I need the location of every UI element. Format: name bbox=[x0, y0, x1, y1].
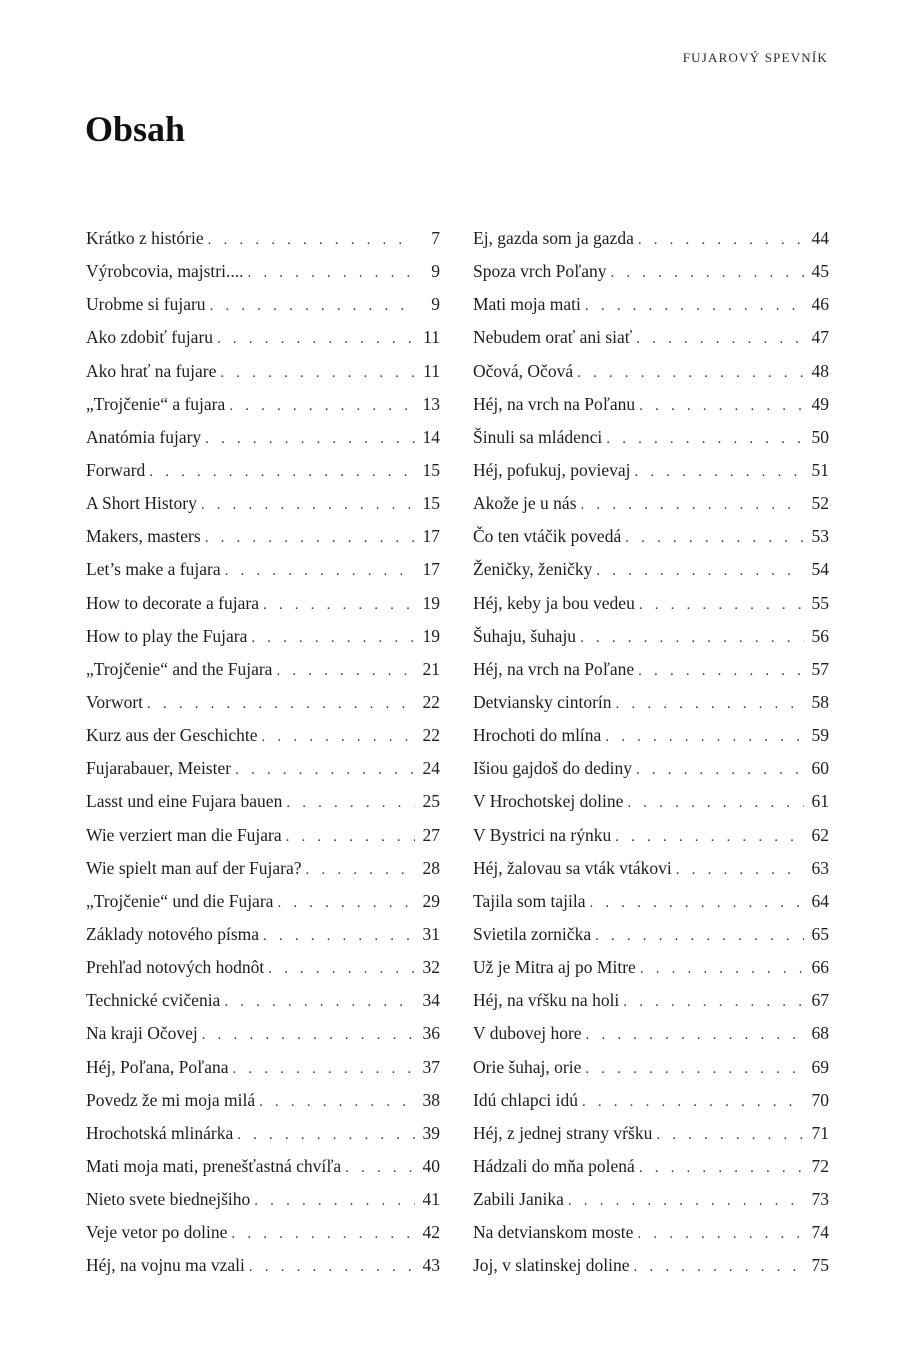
toc-entry bbox=[473, 719, 829, 752]
toc-entry-page-number: 54 bbox=[811, 559, 829, 580]
toc-dot-leader bbox=[259, 1086, 415, 1119]
toc-entry-page-number: 72 bbox=[811, 1155, 829, 1176]
toc-entry-title: Mati moja mati, prenešťastná chvíľa bbox=[86, 1155, 342, 1176]
toc-dot-leader bbox=[590, 887, 805, 920]
toc-entry bbox=[86, 587, 440, 620]
toc-entry-page-number: 13 bbox=[422, 393, 440, 414]
toc-dot-leader bbox=[251, 622, 415, 655]
toc-entry-page-number: 60 bbox=[811, 758, 829, 779]
toc-dot-leader bbox=[627, 787, 804, 820]
toc-entry-page-number: 19 bbox=[422, 625, 440, 646]
toc-entry-page-number: 52 bbox=[811, 493, 829, 514]
toc-entry-page-number: 42 bbox=[422, 1222, 440, 1243]
toc-dot-leader bbox=[210, 290, 415, 323]
toc-entry-page-number: 73 bbox=[811, 1189, 829, 1210]
toc-entry-title: Anatómia fujary bbox=[86, 426, 202, 447]
toc-entry bbox=[473, 653, 829, 686]
toc-dot-leader bbox=[225, 555, 415, 588]
toc-entry-title: Šuhaju, šuhaju bbox=[473, 625, 577, 646]
toc-entry-page-number: 32 bbox=[422, 957, 440, 978]
toc-entry bbox=[473, 288, 829, 321]
page-title: Obsah bbox=[85, 109, 186, 149]
toc-entry-title: V Hrochotskej doline bbox=[473, 791, 624, 812]
toc-dot-leader bbox=[639, 589, 804, 622]
toc-entry-page-number: 31 bbox=[422, 923, 440, 944]
toc-entry-page-number: 66 bbox=[811, 957, 829, 978]
toc-entry-page-number: 44 bbox=[811, 228, 829, 248]
toc-entry-page-number: 36 bbox=[422, 1023, 440, 1044]
toc-dot-leader bbox=[582, 1086, 804, 1119]
toc-dot-leader bbox=[606, 423, 804, 456]
toc-entry-title: Čo ten vtáčik povedá bbox=[473, 526, 622, 547]
toc-entry-title: Héj, z jednej strany vŕšku bbox=[473, 1122, 653, 1143]
toc-entry-page-number: 53 bbox=[811, 526, 829, 547]
toc-entry-page-number: 63 bbox=[811, 857, 829, 878]
toc-entry bbox=[86, 719, 440, 752]
toc-entry bbox=[473, 454, 829, 487]
toc-entry-title: Orie šuhaj, orie bbox=[473, 1056, 582, 1077]
toc-entry-page-number: 15 bbox=[422, 459, 440, 480]
toc-entry-title: Fujarabauer, Meister bbox=[86, 758, 232, 779]
toc-entry-page-number: 67 bbox=[811, 990, 829, 1011]
toc-entry-title: Héj, na vojnu ma vzali bbox=[86, 1255, 245, 1276]
toc-entry-page-number: 69 bbox=[811, 1056, 829, 1077]
toc-entry-title: Mati moja mati bbox=[473, 294, 581, 315]
toc-entry-title: Héj, na vrch na Poľanu bbox=[473, 393, 636, 414]
toc-dot-leader bbox=[638, 655, 804, 688]
toc-entry bbox=[473, 255, 829, 288]
toc-entry bbox=[473, 1150, 829, 1183]
toc-entry bbox=[473, 222, 829, 255]
toc-entry bbox=[86, 1017, 440, 1050]
toc-entry-page-number: 25 bbox=[422, 791, 440, 812]
toc-dot-leader bbox=[568, 1185, 804, 1218]
toc-entry-title: Ako zdobiť fujaru bbox=[86, 327, 214, 348]
toc-entry-title: Héj, žalovau sa vták vtákovi bbox=[473, 857, 672, 878]
toc-entry-title: Tajila som tajila bbox=[473, 890, 586, 911]
toc-entry-page-number: 70 bbox=[811, 1089, 829, 1110]
toc-entry-page-number: 74 bbox=[811, 1222, 829, 1243]
toc-dot-leader bbox=[581, 489, 804, 522]
toc-entry-title: Hrochoti do mlína bbox=[473, 725, 602, 746]
toc-entry bbox=[86, 487, 440, 520]
toc-entry bbox=[86, 785, 440, 818]
toc-dot-leader bbox=[586, 1019, 804, 1052]
toc-entry bbox=[86, 1216, 440, 1249]
toc-entry bbox=[473, 1051, 829, 1084]
toc-entry-title: Povedz že mi moja milá bbox=[86, 1089, 256, 1110]
toc-entry-title: Už je Mitra aj po Mitre bbox=[473, 957, 636, 978]
toc-entry-page-number: 51 bbox=[811, 459, 829, 480]
toc-entry-title: How to decorate a fujara bbox=[86, 592, 259, 613]
toc-entry-page-number: 56 bbox=[811, 625, 829, 646]
toc-left-column bbox=[86, 222, 440, 1283]
toc-entry-title: Akože je u nás bbox=[473, 493, 577, 514]
toc-entry-page-number: 45 bbox=[811, 261, 829, 282]
toc-entry-title: Nebudem orať ani siať bbox=[473, 327, 633, 348]
toc-entry bbox=[86, 620, 440, 653]
toc-entry-page-number: 19 bbox=[422, 592, 440, 613]
toc-dot-leader bbox=[625, 522, 804, 555]
toc-dot-leader bbox=[638, 224, 804, 257]
toc-entry bbox=[86, 520, 440, 553]
toc-entry-title: Svietila zornička bbox=[473, 923, 592, 944]
toc-entry-page-number: 22 bbox=[422, 691, 440, 712]
toc-dot-leader bbox=[224, 986, 415, 1019]
toc-entry bbox=[86, 553, 440, 586]
toc-dot-leader bbox=[205, 423, 415, 456]
running-head: FUJAROVÝ SPEVNÍK bbox=[682, 50, 828, 65]
toc-dot-leader bbox=[220, 357, 415, 390]
toc-entry-title: Joj, v slatinskej doline bbox=[473, 1255, 630, 1276]
toc-entry-page-number: 57 bbox=[811, 658, 829, 679]
toc-dot-leader bbox=[634, 1251, 804, 1284]
toc-entry-page-number: 9 bbox=[431, 261, 440, 282]
toc-entry bbox=[473, 951, 829, 984]
toc-entry bbox=[473, 520, 829, 553]
toc-entry bbox=[86, 1084, 440, 1117]
toc-entry-page-number: 49 bbox=[811, 393, 829, 414]
toc-entry-title: Ako hrať na fujare bbox=[86, 360, 217, 381]
toc-dot-leader bbox=[262, 721, 415, 754]
toc-entry bbox=[473, 918, 829, 951]
toc-entry bbox=[473, 686, 829, 719]
toc-dot-leader bbox=[286, 787, 415, 820]
toc-entry-title: Lasst und eine Fujara bauen bbox=[86, 791, 283, 812]
toc-entry-page-number: 47 bbox=[811, 327, 829, 348]
toc-entry-page-number: 28 bbox=[422, 857, 440, 878]
toc-dot-leader bbox=[634, 456, 804, 489]
toc-entry-title: Vorwort bbox=[86, 691, 144, 712]
toc-entry-title: How to play the Fujara bbox=[86, 625, 248, 646]
toc-entry-title: Makers, masters bbox=[86, 526, 201, 547]
toc-entry bbox=[86, 1150, 440, 1183]
toc-entry-page-number: 39 bbox=[422, 1122, 440, 1143]
toc-dot-leader bbox=[623, 986, 804, 1019]
toc-entry-page-number: 34 bbox=[422, 990, 440, 1011]
toc-entry bbox=[86, 421, 440, 454]
toc-entry-page-number: 38 bbox=[422, 1089, 440, 1110]
toc-entry-title: Veje vetor po doline bbox=[86, 1222, 228, 1243]
toc-entry bbox=[473, 885, 829, 918]
toc-entry bbox=[86, 686, 440, 719]
toc-entry bbox=[86, 951, 440, 984]
toc-entry bbox=[473, 1084, 829, 1117]
toc-dot-leader bbox=[249, 1251, 415, 1284]
toc-entry bbox=[86, 752, 440, 785]
toc-entry-title: Idú chlapci idú bbox=[473, 1089, 578, 1110]
toc-dot-leader bbox=[636, 754, 804, 787]
toc-entry-title: Héj, Poľana, Poľana bbox=[86, 1056, 229, 1077]
toc-dot-leader bbox=[254, 1185, 415, 1218]
toc-right-column bbox=[473, 222, 829, 1283]
toc-entry-page-number: 22 bbox=[422, 725, 440, 746]
toc-entry bbox=[86, 1249, 440, 1282]
toc-entry-title: V Bystrici na rýnku bbox=[473, 824, 612, 845]
toc-entry-title: Očová, Očová bbox=[473, 360, 574, 381]
toc-entry-title: Ej, gazda som ja gazda bbox=[473, 228, 634, 248]
toc-entry bbox=[86, 653, 440, 686]
toc-dot-leader bbox=[596, 555, 804, 588]
toc-entry-title: Zabili Janika bbox=[473, 1189, 564, 1210]
toc-entry-title: Technické cvičenia bbox=[86, 990, 221, 1011]
toc-entry-title: Héj, na vrch na Poľane bbox=[473, 658, 635, 679]
toc-entry-page-number: 48 bbox=[811, 360, 829, 381]
toc-dot-leader bbox=[640, 953, 804, 986]
toc-entry-title: „Trojčenie“ und die Fujara bbox=[86, 890, 274, 911]
toc-entry-title: „Trojčenie“ and the Fujara bbox=[86, 658, 273, 679]
toc-entry bbox=[86, 819, 440, 852]
toc-entry-page-number: 46 bbox=[811, 294, 829, 315]
toc-dot-leader bbox=[235, 754, 415, 787]
toc-entry-title: Detviansky cintorín bbox=[473, 691, 612, 712]
toc-entry bbox=[86, 852, 440, 885]
toc-entry-title: Héj, pofukuj, povievaj bbox=[473, 459, 631, 480]
toc-entry bbox=[473, 553, 829, 586]
toc-entry bbox=[86, 984, 440, 1017]
toc-dot-leader bbox=[580, 622, 804, 655]
toc-entry-title: Išiou gajdoš do dediny bbox=[473, 758, 632, 779]
toc-entry bbox=[473, 785, 829, 818]
toc-entry bbox=[473, 1117, 829, 1150]
toc-entry-title: „Trojčenie“ a fujara bbox=[86, 393, 226, 414]
toc-entry bbox=[473, 321, 829, 354]
toc-dot-leader bbox=[237, 1119, 415, 1152]
toc-dot-leader bbox=[149, 456, 415, 489]
toc-entry-page-number: 41 bbox=[422, 1189, 440, 1210]
toc-dot-leader bbox=[585, 1053, 804, 1086]
toc-entry bbox=[86, 885, 440, 918]
toc-entry-title: Wie spielt man auf der Fujara? bbox=[86, 857, 302, 878]
toc-dot-leader bbox=[306, 854, 415, 887]
toc-entry-title: Let’s make a fujara bbox=[86, 559, 221, 580]
toc-dot-leader bbox=[636, 323, 804, 356]
toc-entry-page-number: 65 bbox=[811, 923, 829, 944]
toc-entry-title: Základy notového písma bbox=[86, 923, 260, 944]
toc-dot-leader bbox=[595, 920, 804, 953]
toc-entry-page-number: 64 bbox=[811, 890, 829, 911]
toc-entry-page-number: 75 bbox=[811, 1255, 829, 1276]
toc-dot-leader bbox=[345, 1152, 415, 1185]
toc-dot-leader bbox=[577, 357, 804, 390]
toc-entry bbox=[473, 1216, 829, 1249]
toc-entry bbox=[473, 355, 829, 388]
toc-dot-leader bbox=[615, 821, 804, 854]
toc-entry-title: V dubovej hore bbox=[473, 1023, 582, 1044]
toc-entry-page-number: 68 bbox=[811, 1023, 829, 1044]
toc-entry-page-number: 21 bbox=[422, 658, 440, 679]
toc-entry-page-number: 17 bbox=[422, 526, 440, 547]
toc-dot-leader bbox=[585, 290, 804, 323]
toc-entry-page-number: 62 bbox=[811, 824, 829, 845]
toc-entry bbox=[473, 819, 829, 852]
toc-entry-page-number: 27 bbox=[422, 824, 440, 845]
toc-dot-leader bbox=[263, 589, 415, 622]
toc-dot-leader bbox=[233, 1053, 415, 1086]
toc-entry bbox=[473, 487, 829, 520]
toc-entry bbox=[86, 222, 440, 255]
toc-entry bbox=[473, 1249, 829, 1282]
toc-entry bbox=[473, 752, 829, 785]
toc-dot-leader bbox=[147, 688, 415, 721]
toc-dot-leader bbox=[637, 1218, 804, 1251]
toc-dot-leader bbox=[676, 854, 804, 887]
toc-entry-page-number: 14 bbox=[422, 426, 440, 447]
toc-entry bbox=[86, 321, 440, 354]
toc-entry bbox=[86, 1183, 440, 1216]
toc-entry bbox=[86, 1117, 440, 1150]
toc-entry-page-number: 9 bbox=[431, 294, 440, 315]
toc-dot-leader bbox=[277, 887, 415, 920]
toc-entry-page-number: 58 bbox=[811, 691, 829, 712]
toc-entry-title: Kurz aus der Geschichte bbox=[86, 725, 258, 746]
toc-entry bbox=[86, 288, 440, 321]
toc-entry-page-number: 15 bbox=[422, 493, 440, 514]
toc-entry-page-number: 40 bbox=[422, 1155, 440, 1176]
toc-entry bbox=[86, 355, 440, 388]
toc-entry-page-number: 11 bbox=[423, 360, 440, 381]
toc-entry-title: Héj, keby ja bou vedeu bbox=[473, 592, 635, 613]
toc-entry-title: Forward bbox=[86, 459, 146, 480]
toc-entry bbox=[473, 620, 829, 653]
toc-dot-leader bbox=[605, 721, 804, 754]
toc-entry-page-number: 55 bbox=[811, 592, 829, 613]
toc-entry bbox=[86, 454, 440, 487]
toc-entry-page-number: 7 bbox=[431, 228, 440, 248]
toc-entry bbox=[473, 852, 829, 885]
toc-dot-leader bbox=[656, 1119, 804, 1152]
toc-entry-title: Ženičky, ženičky bbox=[473, 559, 593, 580]
toc-dot-leader bbox=[268, 953, 415, 986]
toc-dot-leader bbox=[247, 257, 415, 290]
toc-entry-title: Spoza vrch Poľany bbox=[473, 261, 607, 282]
toc-entry-title: Hrochotská mlinárka bbox=[86, 1122, 234, 1143]
toc-entry bbox=[473, 984, 829, 1017]
toc-entry-page-number: 11 bbox=[423, 327, 440, 348]
toc-entry-title: Héj, na vŕšku na holi bbox=[473, 990, 620, 1011]
toc-entry-title: Prehľad notových hodnôt bbox=[86, 957, 265, 978]
toc-entry-title: Wie verziert man die Fujara bbox=[86, 824, 282, 845]
toc-entry-page-number: 61 bbox=[811, 791, 829, 812]
toc-dot-leader bbox=[286, 821, 415, 854]
toc-entry bbox=[86, 918, 440, 951]
toc-entry-title: Krátko z histórie bbox=[86, 228, 204, 248]
toc-entry-page-number: 59 bbox=[811, 725, 829, 746]
toc-entry-title: Urobme si fujaru bbox=[86, 294, 206, 315]
toc-entry bbox=[473, 1183, 829, 1216]
toc-dot-leader bbox=[205, 522, 415, 555]
toc-entry bbox=[473, 421, 829, 454]
toc-dot-leader bbox=[201, 489, 415, 522]
toc-entry-title: Hádzali do mňa polená bbox=[473, 1155, 635, 1176]
toc-entry bbox=[86, 1051, 440, 1084]
toc-entry-title: A Short History bbox=[86, 493, 197, 514]
toc-entry-page-number: 43 bbox=[422, 1255, 440, 1276]
toc-entry-page-number: 29 bbox=[422, 890, 440, 911]
toc-dot-leader bbox=[217, 323, 415, 356]
toc-entry bbox=[86, 388, 440, 421]
toc-dot-leader bbox=[202, 1019, 415, 1052]
toc-entry-title: Šinuli sa mládenci bbox=[473, 426, 603, 447]
toc-dot-leader bbox=[639, 1152, 804, 1185]
toc-entry bbox=[473, 587, 829, 620]
toc-entry-title: Na detvianskom moste bbox=[473, 1222, 634, 1243]
toc-dot-leader bbox=[231, 1218, 415, 1251]
toc-entry-title: Výrobcovia, majstri.... bbox=[86, 261, 244, 282]
toc-entry-page-number: 50 bbox=[811, 426, 829, 447]
toc-entry-page-number: 71 bbox=[811, 1122, 829, 1143]
toc-dot-leader bbox=[229, 390, 415, 423]
toc-entry bbox=[473, 388, 829, 421]
toc-dot-leader bbox=[616, 688, 804, 721]
toc-dot-leader bbox=[276, 655, 415, 688]
toc-entry bbox=[473, 1017, 829, 1050]
toc-dot-leader bbox=[639, 390, 804, 423]
toc-entry-page-number: 37 bbox=[422, 1056, 440, 1077]
toc-entry-title: Nieto svete biednejšiho bbox=[86, 1189, 251, 1210]
toc-entry-title: Na kraji Očovej bbox=[86, 1023, 198, 1044]
toc-dot-leader bbox=[208, 224, 415, 257]
toc-entry bbox=[86, 255, 440, 288]
toc-entry-page-number: 24 bbox=[422, 758, 440, 779]
toc-entry-page-number: 17 bbox=[422, 559, 440, 580]
toc-dot-leader bbox=[610, 257, 804, 290]
toc-dot-leader bbox=[263, 920, 415, 953]
